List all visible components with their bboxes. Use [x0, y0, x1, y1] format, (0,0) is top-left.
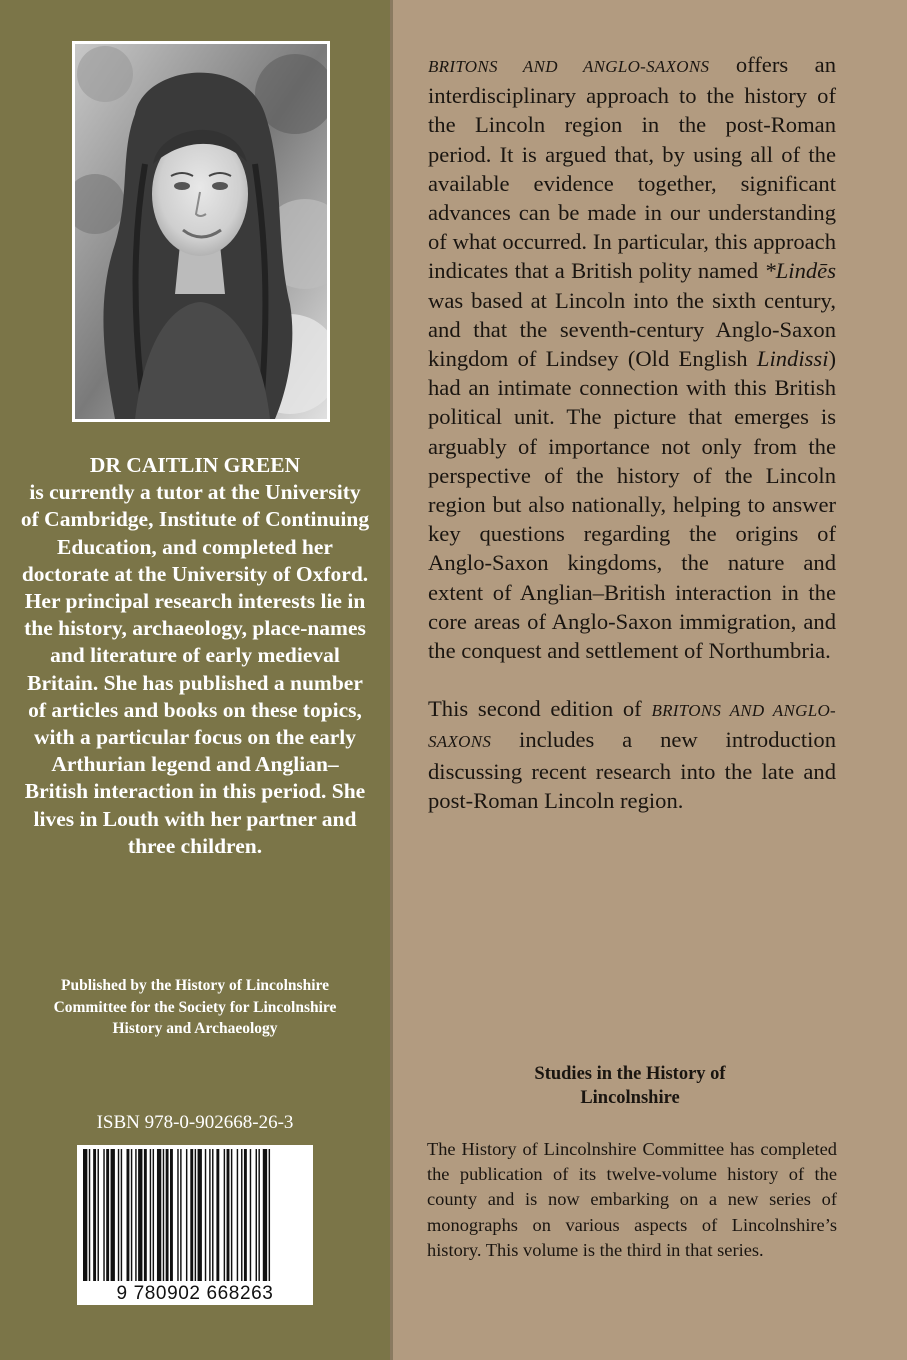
barcode-bar [127, 1149, 130, 1281]
barcode-bar [258, 1149, 259, 1281]
barcode-bar [150, 1149, 151, 1281]
book-title-smallcaps: BRITONS AND ANGLO-SAXONS [428, 57, 710, 76]
blurb-text: offers an interdisciplinary approach to the history of the Lincoln region in the post-Roman period. It is argued that, by using all of the available evidence together, significant advances can be made in our understanding of what occurred. In particular, this approach indicates that a British polity named [428, 52, 836, 284]
barcode-bar [190, 1149, 193, 1281]
series-description: The History of Lincolnshire Committee has completed the publication of its twelve-volume history of the county and is now embarking on a new series of monographs on various aspects of Lincolnshire’s history. This volume is the third in that series. [427, 1139, 837, 1260]
barcode-digits: 9 780902 668263 [77, 1284, 313, 1304]
barcode-bar [237, 1149, 238, 1281]
barcode-bar [106, 1149, 109, 1281]
blurb-paragraph-2 [428, 694, 836, 815]
blurb-paragraph-1 [428, 50, 836, 665]
barcode-bar [111, 1149, 115, 1281]
barcode-bar [244, 1149, 247, 1281]
barcode [77, 1145, 313, 1305]
author-bio [20, 452, 370, 860]
barcode-bar [98, 1149, 99, 1281]
barcode-bar [135, 1149, 136, 1281]
barcode-bar [224, 1149, 225, 1281]
barcode-bar [212, 1149, 213, 1281]
barcode-bar [177, 1149, 178, 1281]
barcode-bar [144, 1149, 147, 1281]
barcode-bar [166, 1149, 169, 1281]
lindissi-term: Lindissi [756, 346, 829, 372]
author-name: DR CAITLIN GREEN [89, 453, 301, 477]
isbn-label: ISBN 978-0-902668-26-3 [96, 1112, 294, 1133]
author-photo-frame [72, 41, 330, 422]
barcode-bar [157, 1149, 161, 1281]
publisher-note: Published by the History of Lincolnshire Committee for the Society for Lincolnshire History and Archaeology [53, 977, 337, 1037]
barcode-bar [216, 1149, 219, 1281]
barcode-bar [89, 1149, 90, 1281]
book-title-smallcaps: BRITONS AND ANGLO-SAXONS [428, 701, 836, 752]
barcode-bar [269, 1149, 270, 1281]
barcode-bar [198, 1149, 202, 1281]
barcode-bar [93, 1149, 96, 1281]
lindes-term: *Lindēs [764, 258, 836, 284]
barcode-bar [205, 1149, 206, 1281]
barcode-bar [180, 1149, 181, 1281]
author-photo [75, 44, 327, 419]
barcode-bar [138, 1149, 142, 1281]
barcode-bar [186, 1149, 187, 1281]
barcode-bar [250, 1149, 251, 1281]
barcode-bar [263, 1149, 267, 1281]
book-blurb [428, 50, 836, 815]
series-title-line-1: Studies in the History of [534, 1064, 726, 1084]
blurb-text: ) had an intimate connection with this British political unit. The picture that emerges is arguably of importance not only from the perspective of the history of the Lincoln region but also nationally, helping to answer key questions regarding the origins of Anglo-Saxon kingdoms, the nature and extent of Anglian–British interaction in the core areas of Anglo-Saxon immigration, and the conquest and settlement of Northumbria. [428, 346, 836, 664]
barcode-bar [231, 1149, 232, 1281]
blurb-text: This second edition of [428, 696, 652, 722]
barcode-bar [256, 1149, 257, 1281]
barcode-bar [227, 1149, 230, 1281]
barcode-bar [118, 1149, 119, 1281]
barcode-bar [121, 1149, 122, 1281]
barcode-bar [163, 1149, 164, 1281]
barcode-bar [241, 1149, 242, 1281]
barcode-bar [170, 1149, 173, 1281]
barcode-bar [103, 1149, 104, 1281]
author-bio-text: is currently a tutor at the University of Cambridge, Institute of Continuing Education, and completed her doctorate at the University of Oxford. Her principal research interests lie in the history, archaeology, place-names and literature of early medieval Britain. She has published a number of articles and books on these topics, with a particular focus on the early Arthurian legend and Anglian–British interaction in this period. She lives in Louth with her partner and three children. [20, 480, 370, 858]
barcode-bar [209, 1149, 210, 1281]
series-title [430, 1062, 830, 1110]
barcode-bar [83, 1149, 87, 1281]
barcode-bars [77, 1145, 313, 1285]
blurb-text: includes a new introduction discussing recent research into the late and post-Roman Lincoln region. [428, 727, 836, 813]
barcode-bar [195, 1149, 196, 1281]
blurb-text: was based at Lincoln into the sixth century, and that the seventh-century Anglo-Saxon kingdom of Lindsey (Old English [428, 287, 836, 372]
barcode-bar [153, 1149, 154, 1281]
barcode-bar [131, 1149, 132, 1281]
series-title-line-2: Lincolnshire [580, 1088, 680, 1108]
